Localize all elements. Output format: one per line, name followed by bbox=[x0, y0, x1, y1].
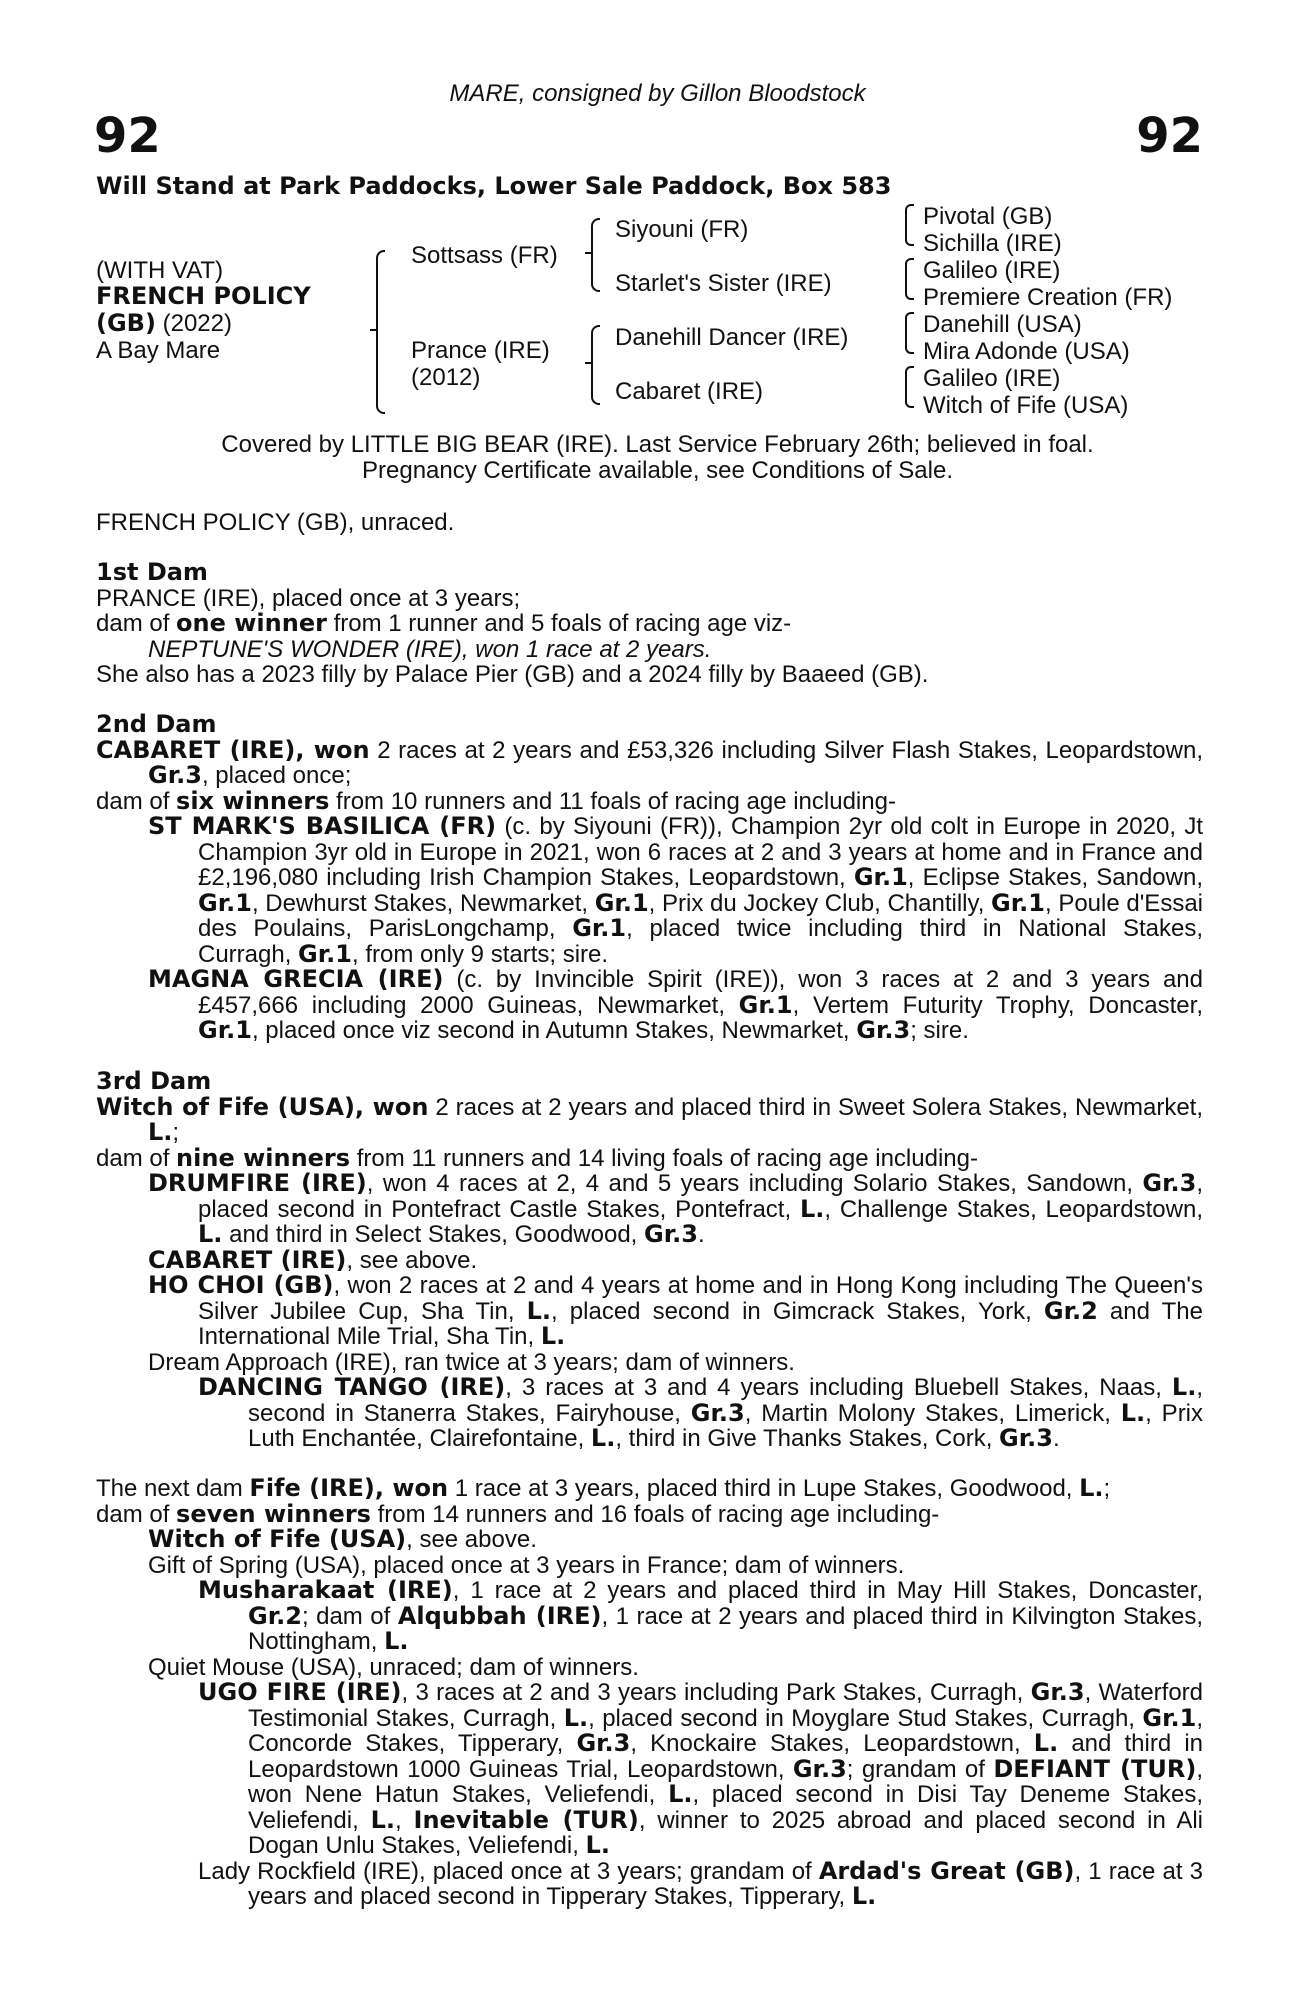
pedigree-brace-g3-2 bbox=[905, 258, 914, 300]
consignment-line: MARE, consigned by Gillon Bloodstock bbox=[449, 80, 866, 107]
horse-description: A Bay Mare bbox=[96, 337, 221, 364]
covered-line-1: Covered by LITTLE BIG BEAR (IRE). Last Service February 26th; believed in foal. bbox=[221, 431, 1094, 458]
summary: FRENCH POLICY (GB), unraced. bbox=[96, 509, 455, 536]
pedigree-g3-8: Witch of Fife (USA) bbox=[923, 392, 1129, 419]
pedigree-g3-6: Mira Adonde (USA) bbox=[923, 338, 1130, 365]
horse-origin: (GB) bbox=[96, 309, 156, 337]
third-dam-produce: dam of nine winners from 11 runners and 14 living foals of racing age including- bbox=[96, 1143, 978, 1172]
pedigree-brace-main bbox=[376, 250, 385, 414]
foal-witch-of-fife: Witch of Fife (USA), see above. bbox=[148, 1525, 537, 1553]
first-dam-section bbox=[96, 560, 1203, 688]
foal-drumfire: DRUMFIRE (IRE), won 4 races at 2, 4 and 5 years including Solario Stakes, Sandown, Gr.3, placed second in Pontefract Castle Stakes, Pontefract, L., Challenge Stakes, Leopardstown, L. and third in Select Stakes, Goodwood, Gr.3. bbox=[148, 1169, 1203, 1248]
pedigree-dam-dam: Cabaret (IRE) bbox=[615, 378, 764, 405]
pedigree-sire-sire: Siyouni (FR) bbox=[615, 216, 749, 243]
grandfoal-dancing-tango: DANCING TANGO (IRE), 3 races at 3 and 4 years including Bluebell Stakes, Naas, L., second in Stanerra Stakes, Fairyhouse, Gr.3, Martin Molony Stakes, Limerick, L., Prix Luth Enchantée, Clairefontaine, L., third in Give Thanks Stakes, Cork, Gr.3. bbox=[198, 1373, 1204, 1452]
foal-st-marks-basilica: ST MARK'S BASILICA (FR) (c. by Siyouni (FR)), Champion 2yr old colt in Europe in 2020, Jt Champion 3yr old in Europe in 2021, won 6 races at 2 and 3 years at home and in France and £2,196,080 including Irish Champion Stakes, Leopardstown, Gr.1, Eclipse Stakes, Sandown, Gr.1, Dewhurst Stakes, Newmarket, Gr.1, Prix du Jockey Club, Chantilly, Gr.1, Poule d'Essai des Poulains, ParisLongchamp, Gr.1, placed twice including third in National Stakes, Curragh, Gr.1, from only 9 starts; sire. bbox=[148, 812, 1204, 968]
horse-origin-year bbox=[96, 310, 232, 337]
pedigree-sire-dam: Starlet's Sister (IRE) bbox=[615, 270, 832, 297]
first-dam-foal: NEPTUNE'S WONDER (IRE), won 1 race at 2 years. bbox=[148, 635, 712, 663]
grandfoal-lady-rockfield: Lady Rockfield (IRE), placed once at 3 years; grandam of Ardad's Great (GB), 1 race at 3 years and placed second in Tipperary Stakes, Tipperary, L. bbox=[198, 1856, 1203, 1910]
pedigree-brace-g3-3 bbox=[905, 312, 914, 354]
pedigree-brace-g3-4 bbox=[905, 366, 914, 408]
pedigree-sire: Sottsass (FR) bbox=[411, 242, 558, 269]
pedigree-dam-year: (2012) bbox=[411, 364, 481, 391]
lot-number-left: 92 bbox=[94, 108, 161, 164]
lot-number-right: 92 bbox=[1136, 108, 1203, 164]
pedigree-brace-sire-point bbox=[585, 252, 593, 254]
covered-line-2: Pregnancy Certificate available, see Conditions of Sale. bbox=[362, 457, 953, 484]
first-dam-note: She also has a 2023 filly by Palace Pier (GB) and a 2024 filly by Baaeed (GB). bbox=[96, 661, 929, 688]
third-dam-record: Witch of Fife (USA), won 2 races at 2 years and placed third in Sweet Solera Stakes, Newmarket, L.; bbox=[96, 1092, 1204, 1146]
vat-note: (WITH VAT) bbox=[96, 257, 224, 284]
next-dam-record: The next dam Fife (IRE), won 1 race at 3 years, placed third in Lupe Stakes, Goodwood, L.; bbox=[96, 1474, 1111, 1502]
foal-cabaret: CABARET (IRE), see above. bbox=[148, 1245, 478, 1274]
horse-name: FRENCH POLICY bbox=[96, 282, 311, 310]
third-dam-section bbox=[96, 1069, 1203, 1452]
pedigree-dam-sire: Danehill Dancer (IRE) bbox=[615, 324, 849, 351]
first-dam-heading: 1st Dam bbox=[96, 558, 208, 586]
pedigree-brace-main-point bbox=[370, 329, 378, 331]
pedigree-brace-g3-1 bbox=[905, 204, 914, 246]
pedigree-g3-1: Pivotal (GB) bbox=[923, 203, 1053, 230]
foal-quiet-mouse: Quiet Mouse (USA), unraced; dam of winners. bbox=[148, 1653, 639, 1681]
pedigree-g3-5: Danehill (USA) bbox=[923, 311, 1082, 338]
pedigree-dam: Prance (IRE) bbox=[411, 337, 550, 364]
third-dam-heading: 3rd Dam bbox=[96, 1067, 212, 1095]
grandfoal-ugo-fire: UGO FIRE (IRE), 3 races at 2 and 3 years including Park Stakes, Curragh, Gr.3, Waterford Testimonial Stakes, Curragh, L., placed second in Moyglare Stud Stakes, Curragh, Gr.1, Concorde Stakes, Tipperary, Gr.3, Knockaire Stakes, Leopardstown, L. and third in Leopardstown 1000 Guineas Trial, Leopardstown, Gr.3; grandam of DEFIANT (TUR), won Nene Hatun Stakes, Veliefendi, L., placed second in Disi Tay Deneme Stakes, Veliefendi, L., Inevitable (TUR), winner to 2025 abroad and placed second in Ali Dogan Unlu Stakes, Veliefendi, L. bbox=[198, 1678, 1204, 1859]
first-dam-produce: dam of one winner from 1 runner and 5 foals of racing age viz- bbox=[96, 609, 792, 637]
foal-ho-choi: HO CHOI (GB), won 2 races at 2 and 4 years at home and in Hong Kong including The Queen's Silver Jubilee Cup, Sha Tin, L., placed second in Gimcrack Stakes, York, Gr.2 and The International Mile Trial, Sha Tin, L. bbox=[148, 1271, 1203, 1350]
foal-dream-approach: Dream Approach (IRE), ran twice at 3 years; dam of winners. bbox=[148, 1348, 795, 1376]
stand-location: Will Stand at Park Paddocks, Lower Sale Paddock, Box 583 bbox=[96, 172, 892, 200]
pedigree-brace-sire bbox=[591, 218, 600, 292]
foal-magna-grecia: MAGNA GRECIA (IRE) (c. by Invincible Spirit (IRE)), won 3 races at 2 and 3 years and £457,666 including 2000 Guineas, Newmarket, Gr.1, Vertem Futurity Trophy, Doncaster, Gr.1, placed once viz second in Autumn Stakes, Newmarket, Gr.3; sire. bbox=[148, 965, 1203, 1044]
pedigree-brace-dam bbox=[591, 325, 600, 405]
pedigree-brace-dam-point bbox=[585, 362, 593, 364]
next-dam-produce: dam of seven winners from 14 runners and 16 foals of racing age including- bbox=[96, 1499, 940, 1528]
second-dam-record: CABARET (IRE), won 2 races at 2 years and £53,326 including Silver Flash Stakes, Leopardstown, Gr.3, placed once; bbox=[96, 735, 1203, 789]
second-dam-section bbox=[96, 712, 1203, 1044]
grandfoal-musharakaat: Musharakaat (IRE), 1 race at 2 years and placed third in May Hill Stakes, Doncaster, Gr.2; dam of Alqubbah (IRE), 1 race at 2 years and placed third in Kilvington Stakes, Nottingham, L. bbox=[198, 1576, 1203, 1655]
covered-note bbox=[0, 432, 1315, 484]
second-dam-produce: dam of six winners from 10 runners and 11 foals of racing age including- bbox=[96, 786, 896, 815]
horse-year: (2022) bbox=[155, 310, 232, 337]
first-dam-line: PRANCE (IRE), placed once at 3 years; bbox=[96, 584, 521, 612]
next-dam-section bbox=[96, 1476, 1203, 1910]
second-dam-heading: 2nd Dam bbox=[96, 710, 217, 738]
pedigree-g3-3: Galileo (IRE) bbox=[923, 257, 1061, 284]
pedigree-g3-7: Galileo (IRE) bbox=[923, 365, 1061, 392]
pedigree-g3-2: Sichilla (IRE) bbox=[923, 230, 1062, 257]
foal-gift-of-spring: Gift of Spring (USA), placed once at 3 years in France; dam of winners. bbox=[148, 1551, 905, 1579]
pedigree-g3-4: Premiere Creation (FR) bbox=[923, 284, 1173, 311]
